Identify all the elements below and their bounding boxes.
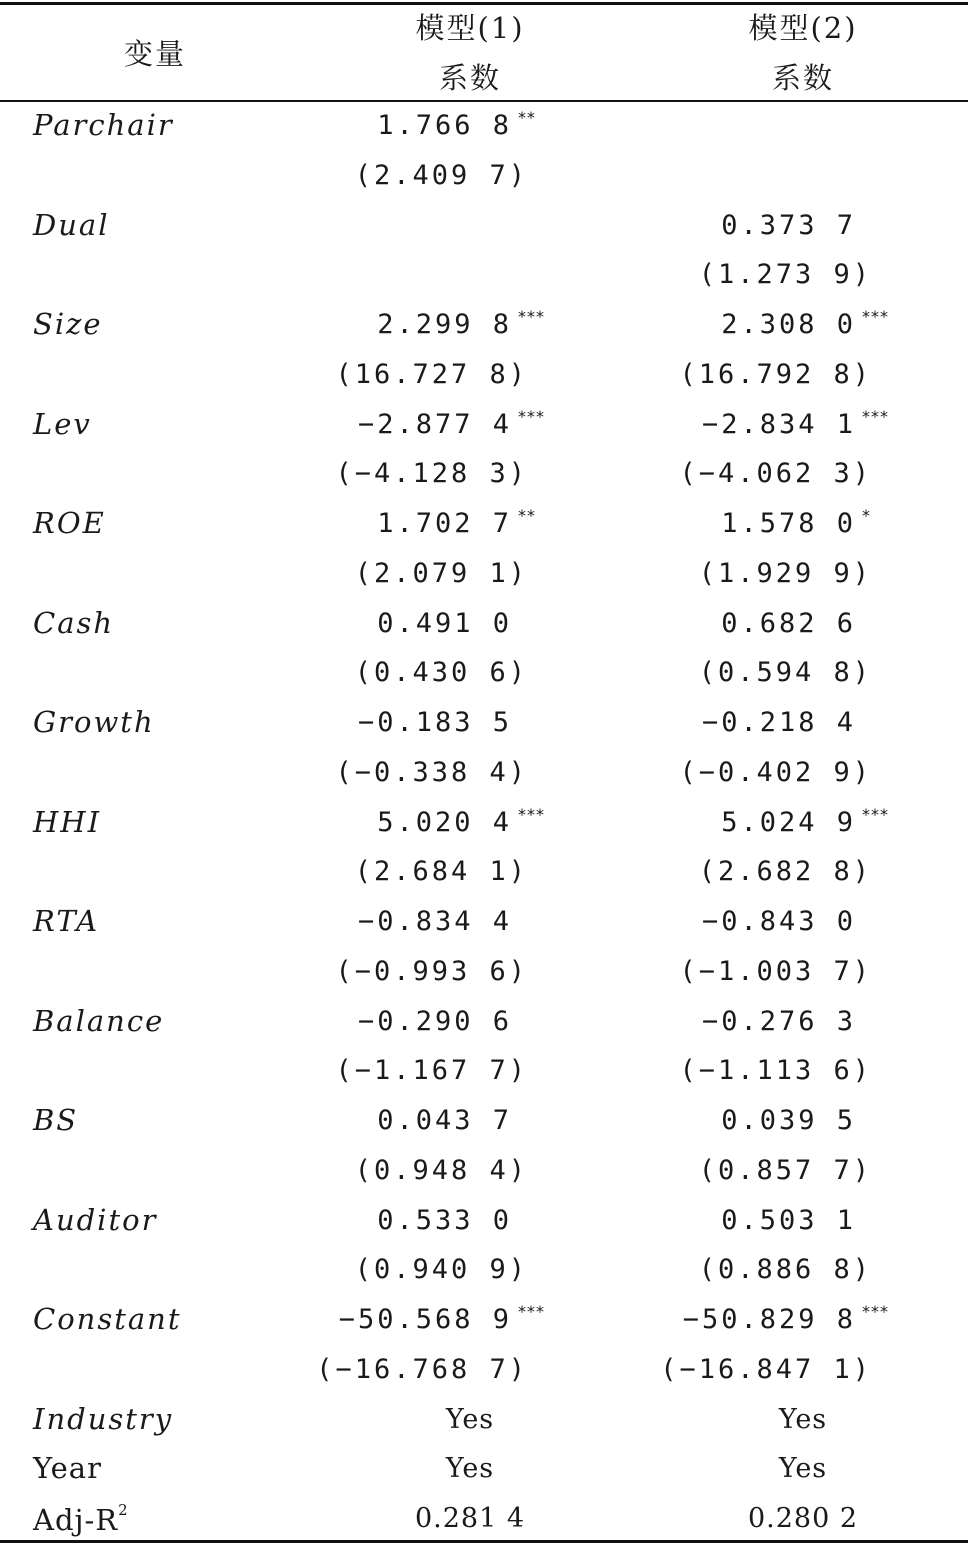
t-statistic-c1: (−4.128 3) — [335, 458, 528, 490]
header-coef-1: 系数 — [438, 61, 501, 95]
t-statistic-c1: (2.409 7) — [354, 159, 528, 191]
table-row-footer — [0, 1445, 968, 1495]
significance-stars-c2: *** — [862, 804, 889, 824]
variable-name: Dual — [33, 207, 110, 242]
table-row — [0, 301, 968, 351]
coefficient-c2: 0.039 5 — [721, 1105, 856, 1136]
table-row — [0, 799, 968, 849]
table-row-tstat — [0, 1346, 968, 1396]
t-statistic-c1: (2.079 1) — [354, 557, 528, 589]
t-statistic-c2: (16.792 8) — [679, 358, 872, 390]
significance-stars-c1: ** — [518, 108, 536, 127]
footer-label-text: Year — [33, 1451, 102, 1486]
footer-label-superscript: 2 — [118, 1501, 129, 1519]
table-row — [0, 102, 968, 152]
header-model-1: 模型(1) — [415, 11, 525, 45]
variable-name: RTA — [33, 904, 100, 938]
footer-value-c2: Yes — [778, 1453, 828, 1485]
coefficient-c1: −2.877 4 — [357, 408, 512, 440]
t-statistic-c2: (−4.062 3) — [679, 458, 872, 490]
coefficient-c2: 0.373 7 — [721, 209, 856, 241]
table-row-tstat — [0, 749, 968, 799]
significance-stars-c2: *** — [862, 406, 889, 426]
table-row — [0, 998, 968, 1048]
t-statistic-c1: (0.948 4) — [354, 1154, 528, 1186]
t-statistic-c1: (−0.338 4) — [335, 756, 528, 788]
table-row-tstat — [0, 649, 968, 699]
significance-stars-c2: *** — [862, 307, 889, 326]
footer-value-c2: Yes — [778, 1403, 828, 1435]
coefficient-c1: 5.020 4 — [377, 806, 512, 838]
t-statistic-c2: (0.857 7) — [698, 1154, 872, 1186]
table-row-tstat — [0, 948, 968, 998]
table-row-tstat — [0, 450, 968, 500]
variable-name: Growth — [33, 705, 155, 739]
footer-label — [33, 1402, 173, 1436]
significance-stars-c1: *** — [518, 406, 545, 426]
coefficient-c2: 0.682 6 — [721, 607, 856, 639]
t-statistic-c2: (1.273 9) — [698, 259, 872, 291]
t-statistic-c1: (−16.768 7) — [316, 1353, 528, 1385]
variable-name: Lev — [33, 406, 92, 441]
table-row — [0, 699, 968, 749]
header-coef-2: 系数 — [771, 61, 834, 95]
variable-name: BS — [33, 1103, 79, 1137]
variable-name: Cash — [33, 605, 115, 640]
footer-label — [33, 1501, 129, 1537]
footer-value-c2: 0.280 2 — [747, 1503, 859, 1534]
significance-stars-c2: *** — [862, 1302, 889, 1321]
coefficient-c1: 0.491 0 — [377, 607, 512, 639]
variable-name: HHI — [33, 804, 102, 839]
t-statistic-c2: (0.594 8) — [698, 657, 872, 689]
table-row-tstat — [0, 1147, 968, 1197]
significance-stars-c1: *** — [518, 1302, 545, 1321]
variable-name: Size — [33, 307, 103, 341]
t-statistic-c1: (0.940 9) — [354, 1254, 528, 1286]
table-row — [0, 1296, 968, 1346]
coefficient-c2: −0.276 3 — [701, 1005, 856, 1037]
coefficient-c1: −0.290 6 — [357, 1005, 512, 1037]
t-statistic-c2: (0.886 8) — [698, 1254, 872, 1286]
coefficient-c1: 1.702 7 — [377, 508, 512, 539]
table-row-tstat — [0, 1047, 968, 1097]
footer-value-c1: 0.281 4 — [414, 1503, 526, 1534]
coefficient-c1: 2.299 8 — [377, 309, 512, 340]
table-row — [0, 1097, 968, 1147]
table-row — [0, 401, 968, 451]
footer-label-text: Industry — [33, 1401, 174, 1436]
coefficient-c1: 1.766 8 — [377, 110, 512, 141]
table-top-rule — [0, 2, 968, 5]
table-row-footer — [0, 1495, 968, 1545]
coefficient-c2: −0.218 4 — [701, 707, 856, 738]
significance-stars-c1: *** — [518, 307, 545, 326]
table-row-footer — [0, 1396, 968, 1446]
table-row-tstat — [0, 848, 968, 898]
footer-value-c1: Yes — [445, 1453, 495, 1485]
table-row — [0, 1197, 968, 1247]
footer-label — [33, 1451, 102, 1485]
table-row-tstat — [0, 1246, 968, 1296]
t-statistic-c2: (1.929 9) — [698, 557, 872, 589]
t-statistic-c1: (−1.167 7) — [335, 1055, 528, 1087]
t-statistic-c1: (16.727 8) — [335, 358, 528, 390]
variable-name: Constant — [33, 1302, 182, 1336]
t-statistic-c2: (−16.847 1) — [660, 1353, 872, 1385]
coefficient-c2: −2.834 1 — [701, 408, 856, 440]
header-model-2: 模型(2) — [748, 11, 858, 45]
coefficient-c1: 0.043 7 — [377, 1105, 512, 1136]
coefficient-c1: 0.533 0 — [377, 1204, 512, 1236]
coefficient-c2: −50.829 8 — [682, 1304, 856, 1335]
t-statistic-c1: (0.430 6) — [354, 657, 528, 689]
coefficient-c1: −0.834 4 — [357, 906, 512, 937]
coefficient-c2: 5.024 9 — [721, 806, 856, 838]
t-statistic-c1: (−0.993 6) — [335, 955, 528, 987]
footer-value-c1: Yes — [445, 1403, 495, 1435]
significance-stars-c1: ** — [518, 506, 536, 525]
t-statistic-c2: (2.682 8) — [698, 856, 872, 888]
table-row-tstat — [0, 251, 968, 301]
table-row-tstat — [0, 351, 968, 401]
table-row — [0, 500, 968, 550]
coefficient-c2: 1.578 0 — [721, 508, 856, 539]
variable-name: ROE — [33, 506, 106, 540]
header-variable: 变量 — [123, 37, 186, 71]
t-statistic-c2: (−1.003 7) — [679, 955, 872, 987]
variable-name: Auditor — [33, 1202, 158, 1237]
table-bottom-rule — [0, 1540, 968, 1543]
coefficient-c2: 2.308 0 — [721, 309, 856, 340]
coefficient-c1: −50.568 9 — [338, 1304, 512, 1335]
table-row-tstat — [0, 152, 968, 202]
variable-name: Parchair — [33, 108, 174, 142]
table-row — [0, 898, 968, 948]
table-row — [0, 600, 968, 650]
t-statistic-c2: (−1.113 6) — [679, 1055, 872, 1087]
t-statistic-c1: (2.684 1) — [354, 856, 528, 888]
table-row-tstat — [0, 550, 968, 600]
coefficient-c2: 0.503 1 — [721, 1204, 856, 1236]
t-statistic-c2: (−0.402 9) — [679, 756, 872, 788]
footer-label-text: Adj-R — [33, 1503, 119, 1537]
table-row — [0, 202, 968, 252]
coefficient-c1: −0.183 5 — [357, 707, 512, 738]
significance-stars-c1: *** — [518, 804, 545, 824]
coefficient-c2: −0.843 0 — [701, 906, 856, 937]
significance-stars-c2: * — [862, 506, 871, 525]
variable-name: Balance — [33, 1003, 165, 1038]
